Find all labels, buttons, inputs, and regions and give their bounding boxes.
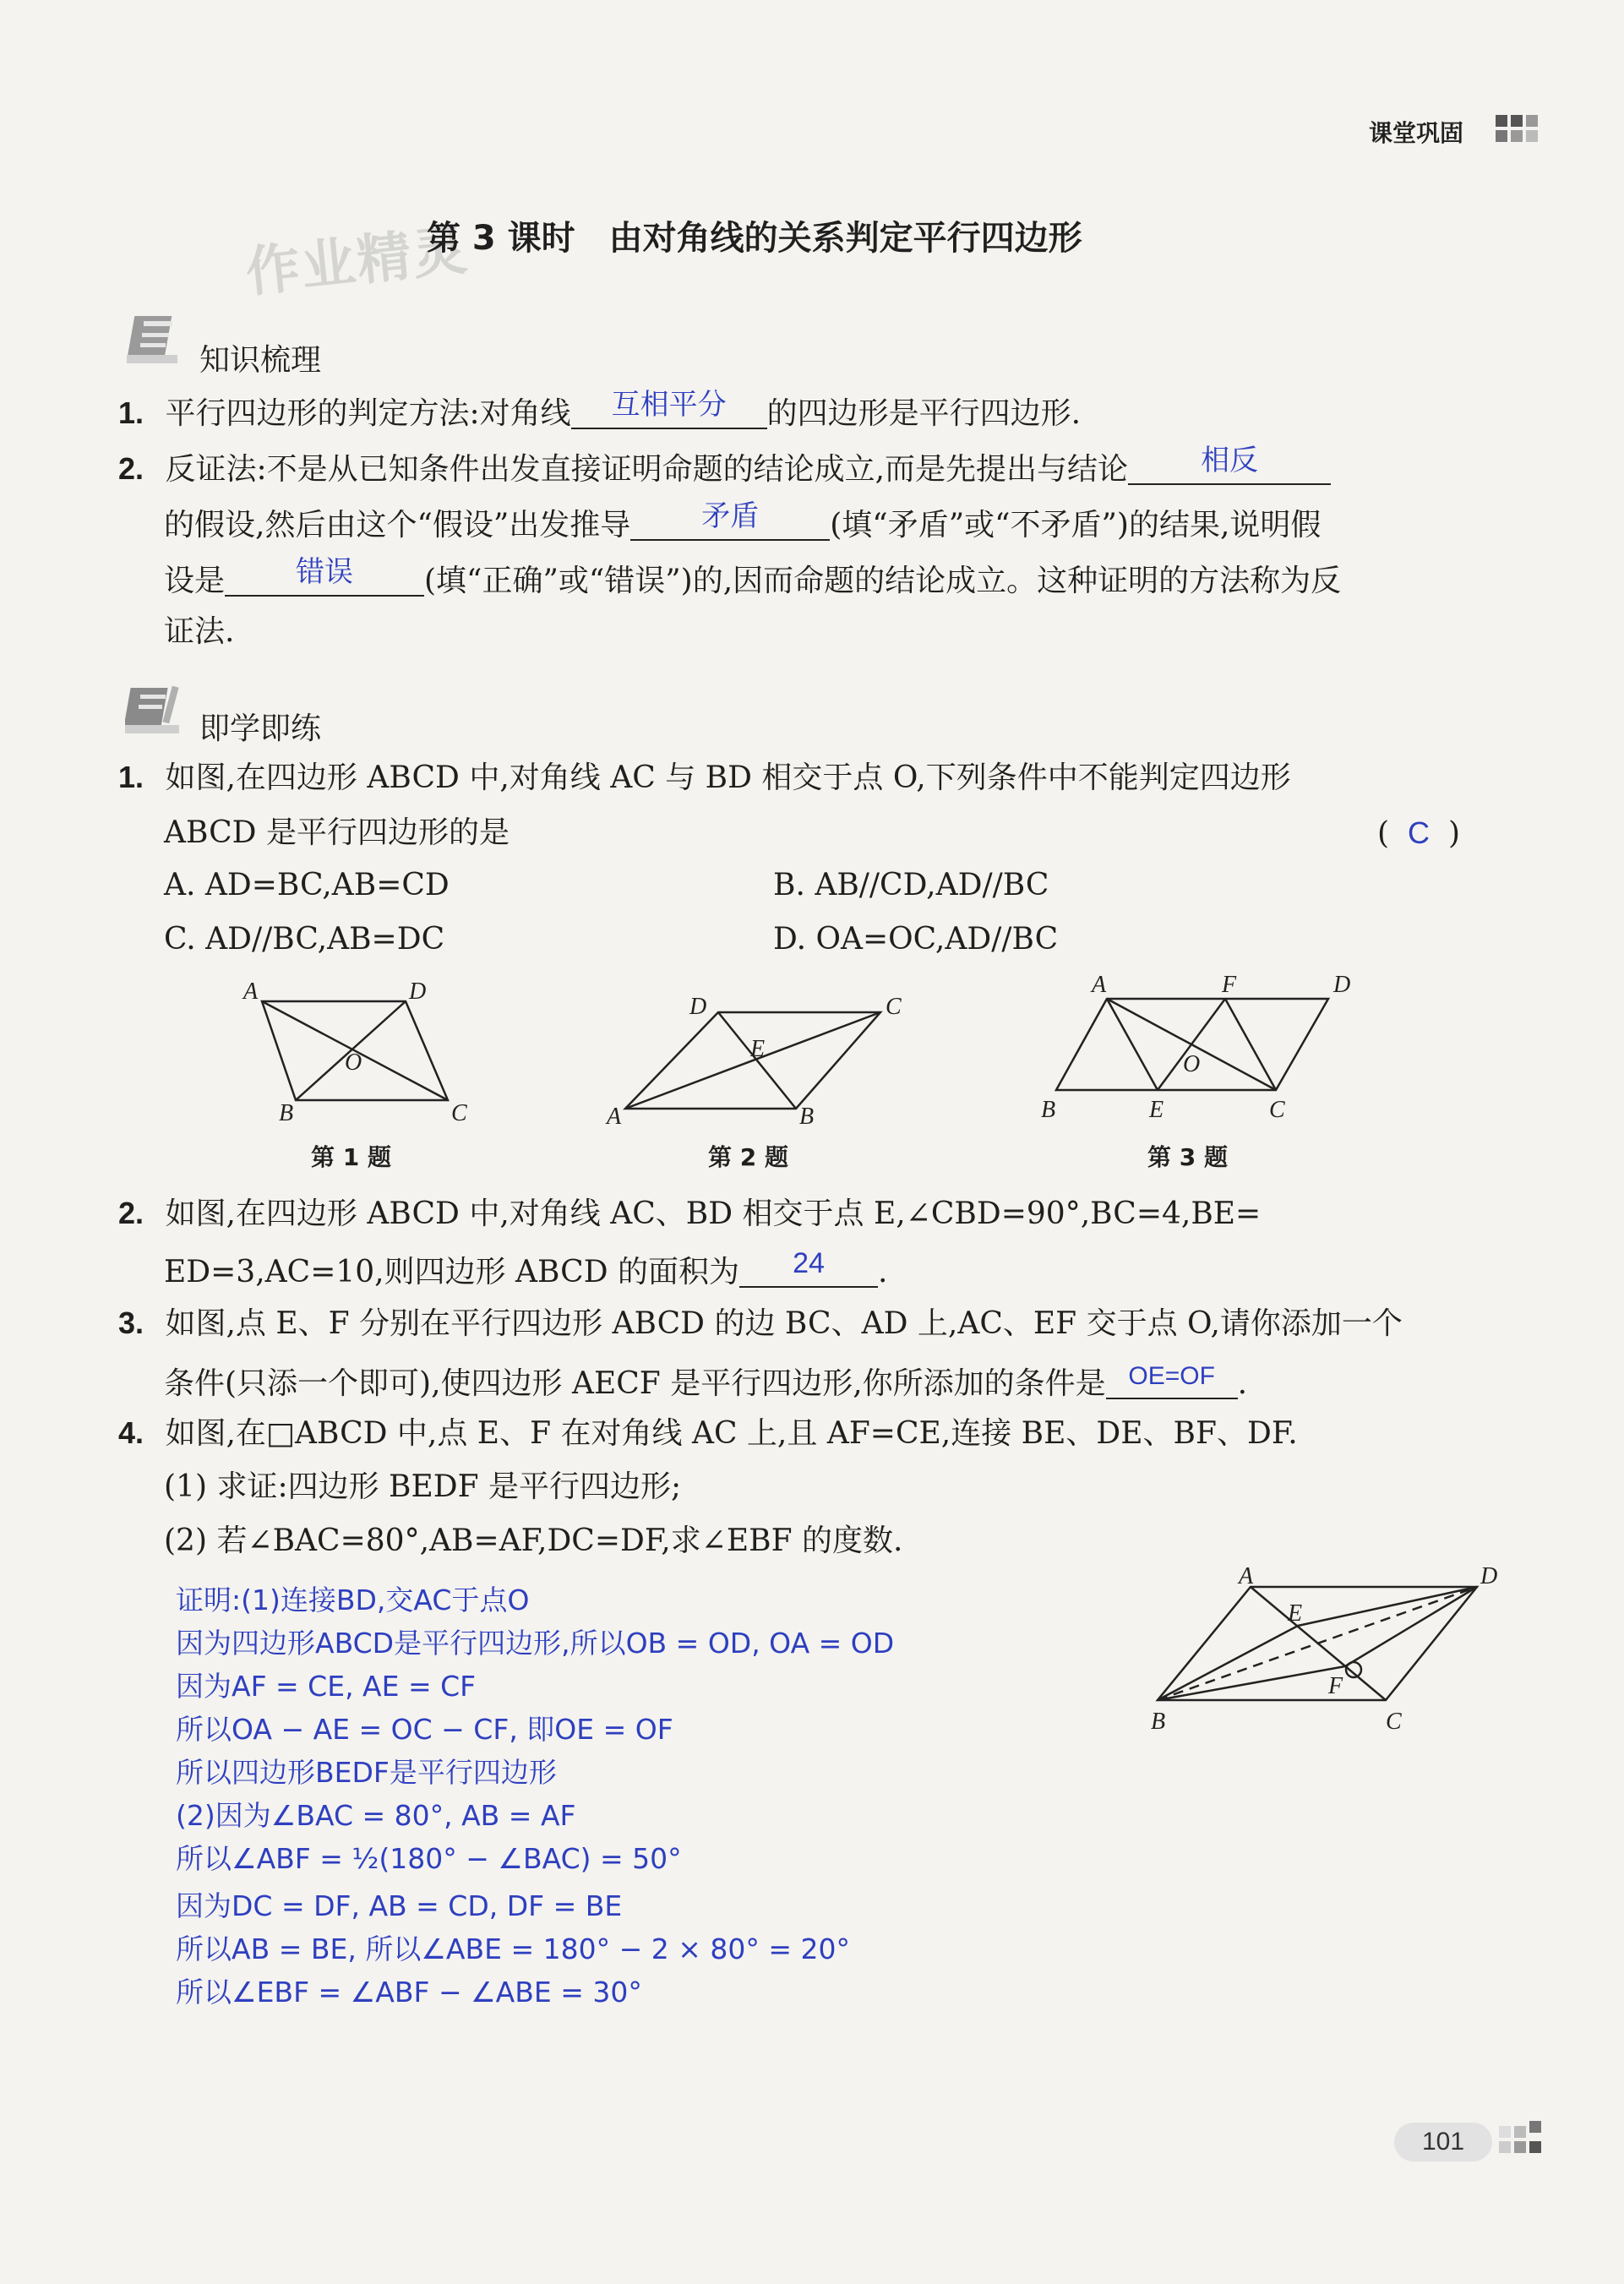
practice-q1-line1: 1. 如图,在四边形 ABCD 中,对角线 AC 与 BD 相交于点 O,下列条件中不能判定四边形	[118, 760, 1291, 795]
handwritten-answer: 24	[793, 1247, 825, 1279]
practice-q2-line1: 2. 如图,在四边形 ABCD 中,对角线 AC、BD 相交于点 E,∠CBD=90°,BC=4,BE=	[118, 1196, 1262, 1231]
handwritten-answer: 错误	[296, 556, 354, 588]
vertex-label: B	[799, 1104, 815, 1128]
proof-line: 因为AF = CE, AE = CF	[176, 1670, 477, 1703]
practice-q4-part2: (2) 若∠BAC=80°,AB=AF,DC=DF,求∠EBF 的度数.	[164, 1524, 903, 1558]
vertex-label: O	[345, 1049, 362, 1076]
vertex-label: F	[1328, 1673, 1343, 1699]
figure-2-caption: 第 2 题	[708, 1143, 788, 1171]
proof-block	[176, 1578, 1190, 2014]
proof-line: 所以OA − AE = OC − CF, 即OE = OF	[176, 1713, 673, 1746]
vertex-label: D	[409, 978, 427, 1005]
practice-q1-line2: ABCD 是平行四边形的是	[164, 815, 510, 850]
figure-1-caption: 第 1 题	[311, 1143, 391, 1171]
figure-4	[1132, 1565, 1521, 1734]
page-title: 第 3 课时 由对角线的关系判定平行四边形	[427, 219, 1082, 258]
vertex-label: C	[886, 994, 902, 1020]
knowledge-q1: 1. 平行四边形的判定方法:对角线 互相平分 的四边形是平行四边形.	[118, 389, 1082, 431]
proof-line: 因为DC = DF, AB = CD, DF = BE	[176, 1889, 623, 1922]
vertex-label: E	[1149, 1097, 1164, 1123]
watermark: 作业精灵	[243, 219, 471, 305]
answer-blank	[225, 556, 424, 597]
figure-1	[237, 972, 490, 1124]
handwritten-answer: OE=OF	[1128, 1362, 1215, 1390]
answer-blank	[739, 1247, 878, 1288]
vertex-label: D	[689, 994, 707, 1020]
answer-blank	[1128, 444, 1331, 485]
section-practice-heading: 即学即练	[199, 711, 322, 746]
answer-blank	[571, 389, 767, 429]
option-d: D. OA=OC,AD//BC	[773, 922, 1059, 957]
practice-q4-part1: (1) 求证:四边形 BEDF 是平行四边形;	[164, 1469, 682, 1504]
vertex-label: B	[1041, 1097, 1056, 1123]
proof-line: 所以∠ABF = ½(180° − ∠BAC) = 50°	[176, 1842, 682, 1875]
vertex-label: F	[1222, 972, 1237, 998]
vertex-label: E	[1288, 1600, 1303, 1627]
vertex-label: C	[451, 1100, 467, 1124]
footer-squares-icon	[1499, 2121, 1550, 2163]
vertex-label: E	[750, 1036, 766, 1062]
proof-line: 因为四边形ABCD是平行四边形,所以OB = OD, OA = OD	[176, 1627, 895, 1660]
practice-q3-line1: 3. 如图,点 E、F 分别在平行四边形 ABCD 的边 BC、AD 上,AC、EF 交于点 O,请你添加一个	[118, 1306, 1403, 1341]
figure-3-caption: 第 3 题	[1147, 1143, 1228, 1171]
option-b: B. AB//CD,AD//BC	[773, 868, 1049, 902]
practice-q2-line2: ED=3,AC=10,则四边形 ABCD 的面积为 24 .	[164, 1247, 888, 1289]
vertex-label: B	[279, 1100, 294, 1124]
proof-line: 所以四边形BEDF是平行四边形	[176, 1756, 557, 1789]
knowledge-q2-line4: 证法.	[164, 614, 235, 649]
option-c: C. AD//BC,AB=DC	[164, 922, 445, 957]
vertex-label: C	[1386, 1709, 1402, 1734]
proof-line: 所以∠EBF = ∠ABF − ∠ABE = 30°	[176, 1976, 642, 2009]
practice-q4-line1: 4. 如图,在□ABCD 中,点 E、F 在对角线 AC 上,且 AF=CE,连接 BE、DE、BF、DF.	[118, 1415, 1298, 1451]
practice-q3-line2: 条件(只添一个即可),使四边形 AECF 是平行四边形,你所添加的条件是 OE=OF .	[164, 1362, 1248, 1401]
vertex-label: A	[607, 1104, 622, 1128]
vertex-label: A	[1092, 972, 1107, 998]
choice-bracket: ( C )	[1377, 815, 1461, 851]
proof-line: 所以AB = BE, 所以∠ABE = 180° − 2 × 80° = 20°	[176, 1932, 850, 1965]
answer-blank	[1106, 1364, 1238, 1399]
handwritten-answer: 相反	[1201, 444, 1259, 477]
proof-line: 证明:(1)连接BD,交AC于点O	[176, 1584, 530, 1616]
handwritten-answer: 矛盾	[701, 500, 760, 532]
vertex-label: D	[1480, 1565, 1498, 1589]
option-a: A. AD=BC,AB=CD	[164, 868, 450, 902]
answer-blank	[630, 500, 830, 541]
page-number: 101	[1394, 2123, 1492, 2161]
pencil-book-icon	[125, 681, 184, 737]
vertex-label: A	[243, 978, 259, 1005]
handwritten-answer: C	[1408, 815, 1431, 850]
section-knowledge-heading: 知识梳理	[199, 343, 322, 378]
knowledge-q2-line3: 设是 错误 (填“正确”或“错误”)的,因而命题的结论成立。这种证明的方法称为反	[164, 556, 1342, 598]
section-header: 课堂巩固	[1369, 120, 1464, 146]
proof-line: (2)因为∠BAC = 80°, AB = AF	[176, 1799, 576, 1832]
figure-2	[600, 989, 913, 1128]
knowledge-q2-line2: 的假设,然后由这个“假设”出发推导 矛盾 (填“矛盾”或“不矛盾”)的结果,说明假	[164, 500, 1322, 542]
figure-3	[1031, 972, 1386, 1124]
vertex-label: C	[1269, 1097, 1285, 1123]
vertex-label: O	[1183, 1051, 1201, 1077]
vertex-label: D	[1333, 972, 1351, 998]
handwritten-answer: 互相平分	[611, 389, 727, 421]
header-squares-icon	[1496, 115, 1546, 140]
vertex-label: A	[1239, 1565, 1254, 1589]
notebook-icon	[125, 313, 184, 368]
vertex-label: B	[1151, 1709, 1166, 1734]
knowledge-q2-line1: 2. 反证法:不是从已知条件出发直接证明命题的结论成立,而是先提出与结论 相反	[118, 450, 1331, 485]
